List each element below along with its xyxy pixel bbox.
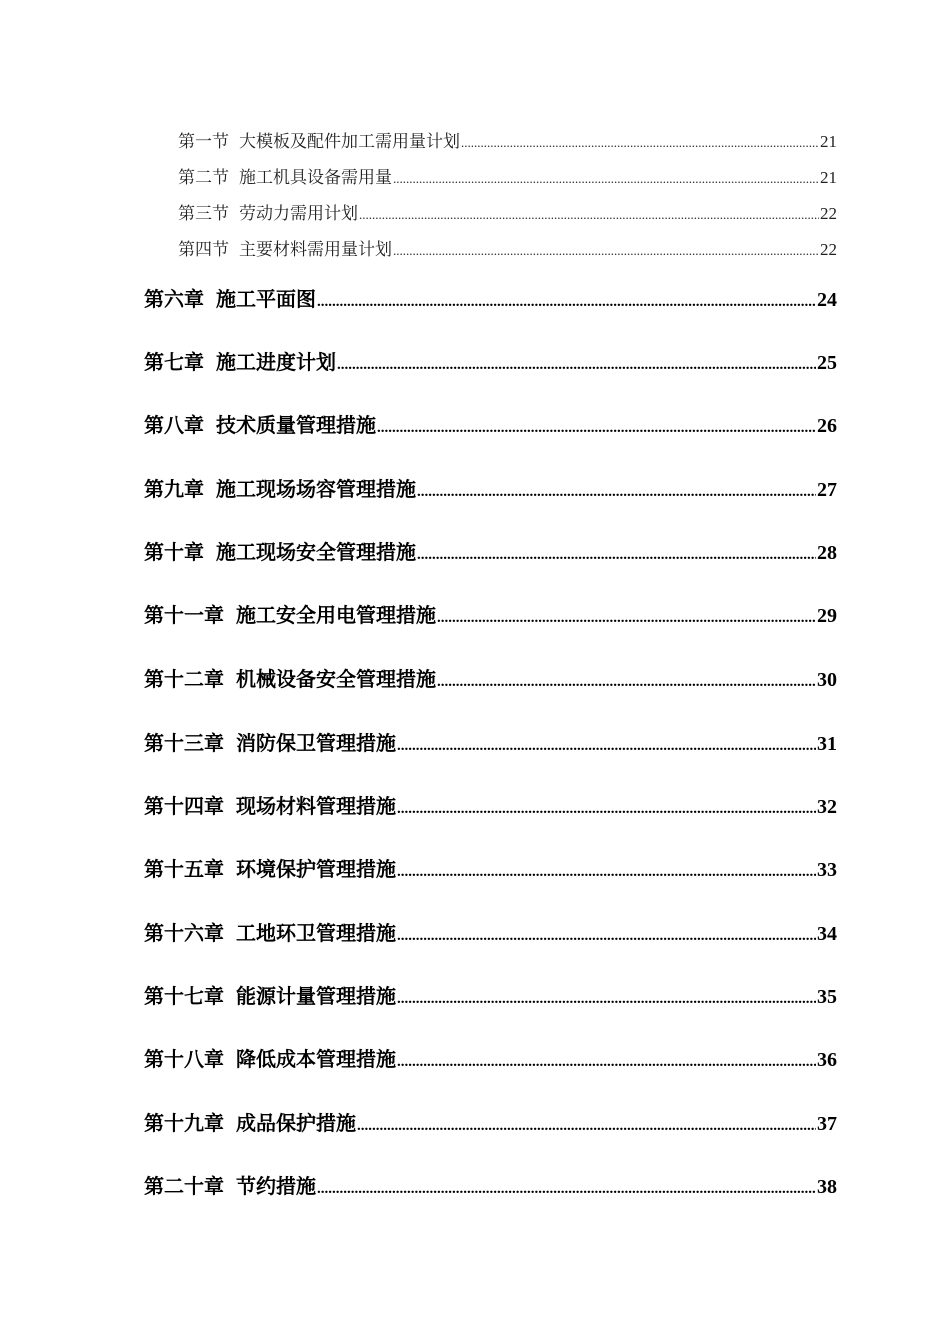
page-number: 36 (817, 1049, 837, 1071)
dot-leader (397, 928, 816, 945)
toc-chapter-entry[interactable] (144, 1170, 837, 1199)
page-number: 22 (820, 204, 837, 223)
dot-leader (359, 207, 819, 223)
page-number: 32 (817, 796, 837, 818)
chapter-title: 消防保卫管理措施 (236, 731, 396, 755)
page-number: 21 (820, 168, 837, 187)
toc-section-entry[interactable] (178, 163, 837, 188)
toc-chapter-entry[interactable] (144, 536, 837, 565)
chapter-number: 第十六章 (144, 921, 224, 945)
toc-chapter-entry[interactable] (144, 853, 837, 882)
toc-chapter-entry[interactable] (144, 917, 837, 946)
dot-leader (461, 135, 819, 151)
page-number: 27 (817, 479, 837, 501)
chapter-number: 第九章 (144, 477, 204, 501)
chapter-title: 能源计量管理措施 (236, 984, 396, 1008)
chapter-number: 第十五章 (144, 857, 224, 881)
section-number: 第四节 (178, 240, 229, 260)
section-number: 第二节 (178, 168, 229, 188)
toc-section-entry[interactable] (178, 199, 837, 224)
toc-chapter-entry[interactable] (144, 663, 837, 692)
toc-chapter-entry[interactable] (144, 473, 837, 502)
chapter-number: 第十八章 (144, 1047, 224, 1071)
chapter-title: 施工平面图 (216, 287, 316, 311)
dot-leader (417, 484, 816, 501)
dot-leader (397, 801, 816, 818)
chapter-title: 施工安全用电管理措施 (236, 603, 436, 627)
chapter-number: 第八章 (144, 413, 204, 437)
toc-chapter-entry[interactable] (144, 727, 837, 756)
dot-leader (393, 171, 819, 187)
toc-section-entry[interactable] (178, 235, 837, 260)
toc-chapter-entry[interactable] (144, 790, 837, 819)
chapter-title: 降低成本管理措施 (236, 1047, 396, 1071)
chapter-number: 第十二章 (144, 667, 224, 691)
toc-chapter-entry[interactable] (144, 283, 837, 312)
toc-chapter-entry[interactable] (144, 409, 837, 438)
dot-leader (397, 1054, 816, 1071)
page-number: 24 (817, 289, 837, 311)
toc-chapter-entry[interactable] (144, 980, 837, 1009)
chapter-title: 现场材料管理措施 (236, 794, 396, 818)
dot-leader (377, 420, 816, 437)
chapter-number: 第十四章 (144, 794, 224, 818)
dot-leader (437, 674, 816, 691)
page-number: 34 (817, 923, 837, 945)
page-number: 26 (817, 415, 837, 437)
toc-section-entry[interactable] (178, 127, 837, 152)
dot-leader (437, 610, 816, 627)
page-number: 31 (817, 733, 837, 755)
section-title: 大模板及配件加工需用量计划 (239, 132, 460, 152)
chapter-number: 第六章 (144, 287, 204, 311)
chapter-number: 第十三章 (144, 731, 224, 755)
page-number: 33 (817, 859, 837, 881)
dot-leader (317, 1181, 816, 1198)
chapter-number: 第二十章 (144, 1174, 224, 1198)
chapter-title: 环境保护管理措施 (236, 857, 396, 881)
chapter-title: 工地环卫管理措施 (236, 921, 396, 945)
dot-leader (397, 991, 816, 1008)
chapter-title: 节约措施 (236, 1174, 316, 1198)
page-number: 25 (817, 352, 837, 374)
toc-chapter-entry[interactable] (144, 1043, 837, 1072)
page-number: 30 (817, 669, 837, 691)
chapter-title: 机械设备安全管理措施 (236, 667, 436, 691)
chapter-number: 第十九章 (144, 1111, 224, 1135)
section-title: 主要材料需用量计划 (239, 240, 392, 260)
page-number: 22 (820, 240, 837, 259)
toc-chapter-entry[interactable] (144, 599, 837, 628)
dot-leader (337, 357, 816, 374)
page-number: 37 (817, 1113, 837, 1135)
page-number: 35 (817, 986, 837, 1008)
page-number: 28 (817, 542, 837, 564)
dot-leader (397, 864, 816, 881)
chapter-number: 第十章 (144, 540, 204, 564)
chapter-title: 施工现场场容管理措施 (216, 477, 416, 501)
toc-chapter-entry[interactable] (144, 346, 837, 375)
dot-leader (393, 243, 819, 259)
chapter-title: 施工现场安全管理措施 (216, 540, 416, 564)
dot-leader (397, 738, 816, 755)
chapter-number: 第十一章 (144, 603, 224, 627)
dot-leader (317, 294, 816, 311)
page-number: 29 (817, 605, 837, 627)
section-number: 第一节 (178, 132, 229, 152)
chapter-title: 成品保护措施 (236, 1111, 356, 1135)
section-title: 劳动力需用计划 (239, 204, 358, 224)
chapter-title: 技术质量管理措施 (216, 413, 376, 437)
section-number: 第三节 (178, 204, 229, 224)
toc-chapter-entry[interactable] (144, 1107, 837, 1136)
section-title: 施工机具设备需用量 (239, 168, 392, 188)
chapter-number: 第十七章 (144, 984, 224, 1008)
page-number: 38 (817, 1176, 837, 1198)
dot-leader (417, 547, 816, 564)
dot-leader (357, 1118, 816, 1135)
page-number: 21 (820, 132, 837, 151)
chapter-number: 第七章 (144, 350, 204, 374)
chapter-title: 施工进度计划 (216, 350, 336, 374)
